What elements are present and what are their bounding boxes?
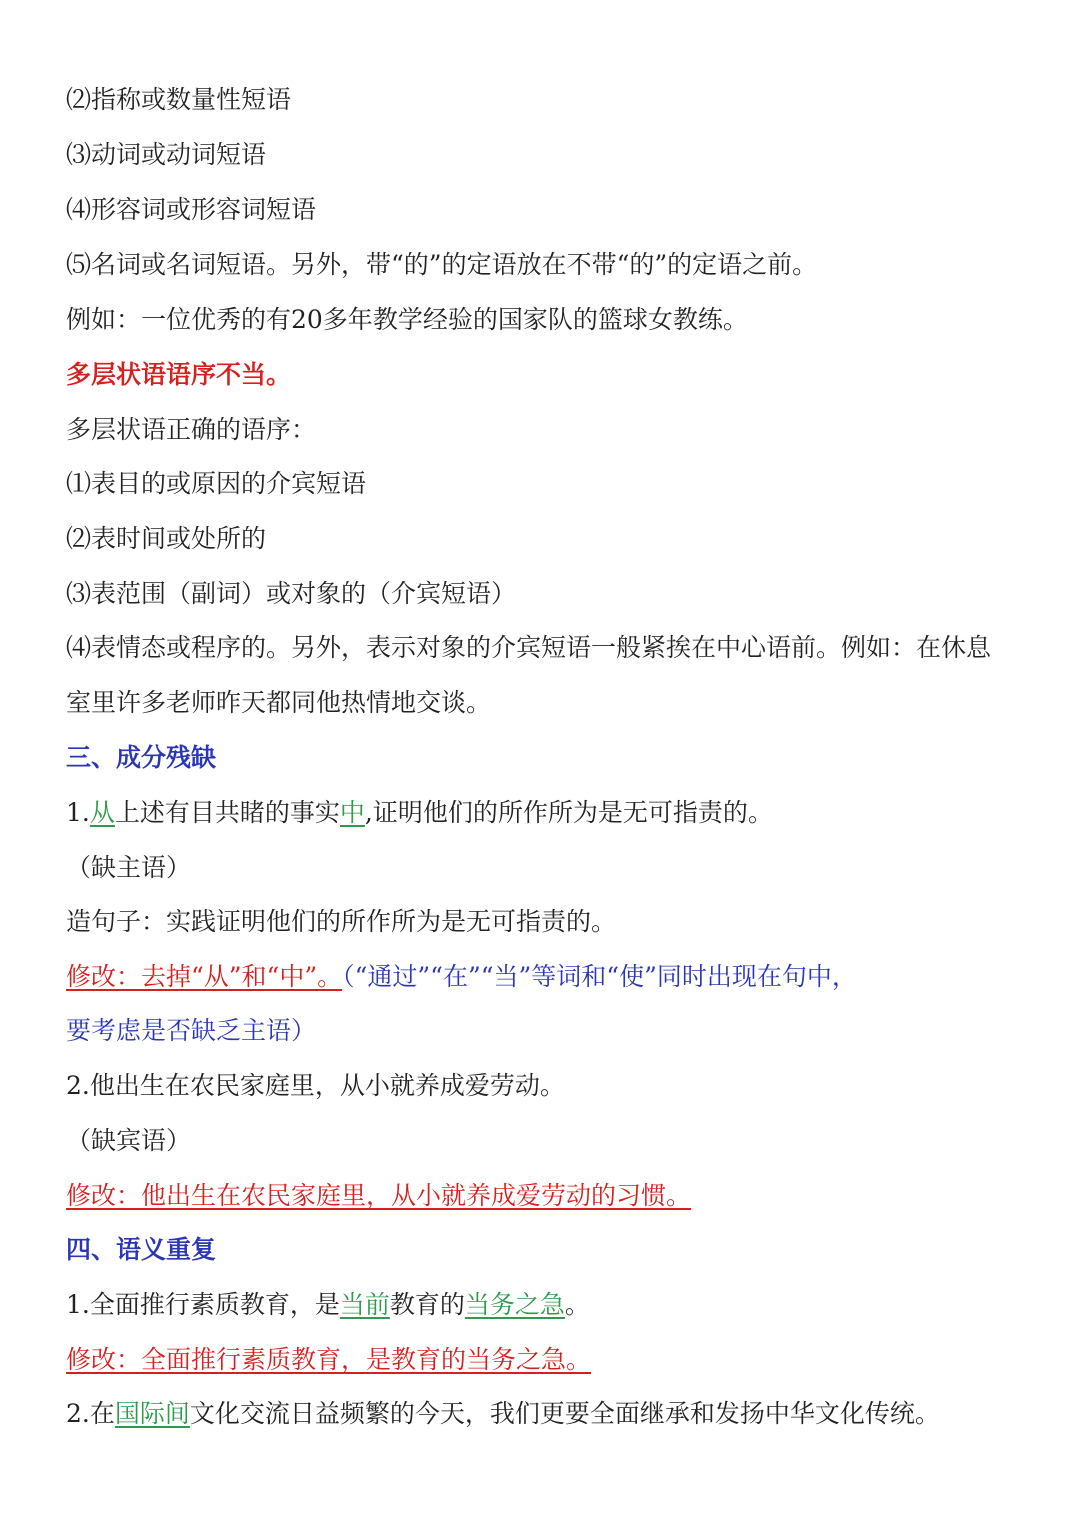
highlighted-word: 中 bbox=[339, 798, 365, 827]
correction-line bbox=[66, 957, 1020, 997]
text-line: ⑵表时间或处所的 bbox=[66, 524, 267, 553]
sentence-part: 1. bbox=[66, 798, 90, 827]
section-heading: 三、成分残缺 bbox=[66, 743, 217, 772]
sentence-part: 。 bbox=[564, 1290, 590, 1319]
example-sentence bbox=[66, 793, 1020, 833]
correction-text: 修改：他出生在农民家庭里，从小就养成爱劳动的习惯。 bbox=[66, 1181, 692, 1210]
section-heading: 多层状语语序不当。 bbox=[66, 360, 292, 389]
correction-text: 修改：去掉“从”和“中”。 bbox=[66, 962, 343, 991]
highlighted-word: 从 bbox=[89, 798, 115, 827]
highlighted-word: 国际间 bbox=[114, 1399, 190, 1428]
text-line: ⑷形容词或形容词短语 bbox=[66, 195, 317, 224]
text-line: ⑶动词或动词短语 bbox=[66, 140, 267, 169]
text-line: 例如：一位优秀的有20多年教学经验的国家队的篮球女教练。 bbox=[66, 305, 748, 334]
example-sentence: 2.他出生在农民家庭里，从小就养成爱劳动。 bbox=[66, 1071, 565, 1100]
text-line: ⑶表范围（副词）或对象的（介宾短语） bbox=[66, 579, 517, 608]
text-line: 多层状语正确的语序： bbox=[66, 415, 317, 444]
correction-line bbox=[66, 1340, 1020, 1380]
text-line: ⑸名词或名词短语。另外，带“的”的定语放在不带“的”的定语之前。 bbox=[66, 250, 818, 279]
sentence-part: 上述有目共睹的事实 bbox=[114, 798, 340, 827]
correction-text: 修改：全面推行素质教育，是教育的当务之急。 bbox=[66, 1345, 592, 1374]
example-sentence bbox=[66, 1394, 1020, 1434]
error-note: （缺主语） bbox=[66, 853, 192, 882]
text-line: 室里许多老师昨天都同他热情地交谈。 bbox=[66, 688, 492, 717]
correction-line bbox=[66, 1176, 1020, 1216]
tip-text: 要考虑是否缺乏主语） bbox=[66, 1016, 317, 1045]
highlighted-word: 当务之急 bbox=[464, 1290, 565, 1319]
text-line: 造句子：实践证明他们的所作所为是无可指责的。 bbox=[66, 907, 617, 936]
sentence-part: 文化交流日益频繁的今天，我们更要全面继承和发扬中华文化传统。 bbox=[189, 1399, 940, 1428]
error-note: （缺宾语） bbox=[66, 1126, 192, 1155]
sentence-part: 1.全面推行素质教育，是 bbox=[66, 1290, 340, 1319]
example-sentence bbox=[66, 1285, 1020, 1325]
text-line: ⑴表目的或原因的介宾短语 bbox=[66, 469, 367, 498]
section-heading: 四、语义重复 bbox=[66, 1235, 217, 1264]
sentence-part: ,证明他们的所作所为是无可指责的。 bbox=[364, 798, 773, 827]
sentence-part: 2.在 bbox=[66, 1399, 115, 1428]
sentence-part: 教育的 bbox=[389, 1290, 465, 1319]
text-line: ⑵指称或数量性短语 bbox=[66, 85, 292, 114]
tip-text: （“通过”“在”“当”等词和“使”同时出现在句中， bbox=[342, 962, 857, 991]
highlighted-word: 当前 bbox=[339, 1290, 390, 1319]
text-line: ⑷表情态或程序的。另外，表示对象的介宾短语一般紧挨在中心语前。例如：在休息 bbox=[66, 633, 992, 662]
